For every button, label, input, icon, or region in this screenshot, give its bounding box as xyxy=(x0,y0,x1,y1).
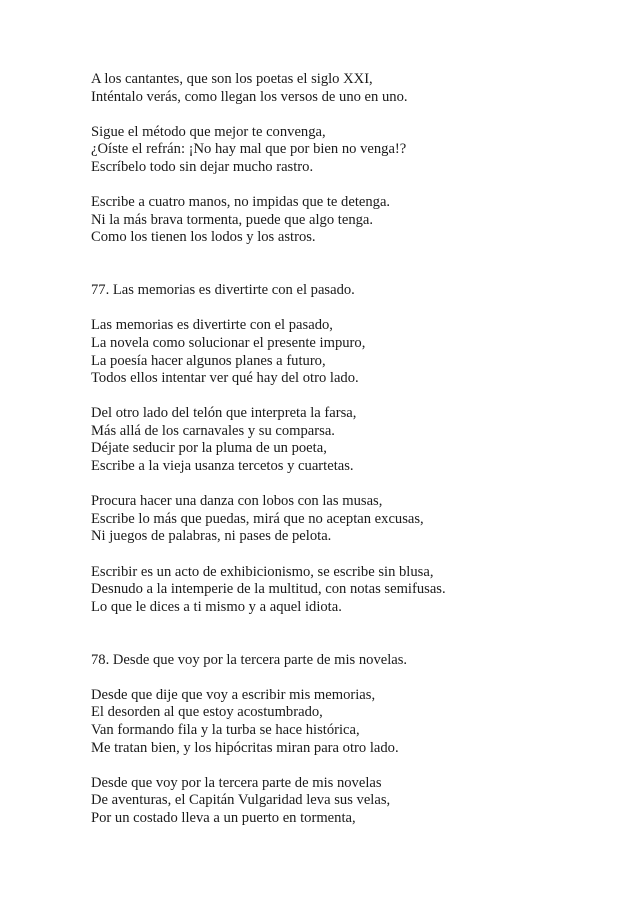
stanza xyxy=(91,493,611,546)
verse-line: Escribe a la vieja usanza tercetos y cuartetas. xyxy=(91,458,354,475)
verse-line: Desnudo a la intemperie de la multitud, con notas semifusas. xyxy=(91,581,446,598)
poem-heading: 78. Desde que voy por la tercera parte de mis novelas. xyxy=(91,651,408,668)
poem-text xyxy=(91,71,611,845)
verse-line: Me tratan bien, y los hipócritas miran para otro lado. xyxy=(91,739,399,756)
verse-line: ¿Oíste el refrán: ¡No hay mal que por bien no venga!? xyxy=(91,141,407,158)
poem-heading: 77. Las memorias es divertirte con el pasado. xyxy=(91,282,355,299)
verse-line: La novela como solucionar el presente impuro, xyxy=(91,334,366,351)
verse-line: Por un costado lleva a un puerto en tormenta, xyxy=(91,809,356,826)
verse-line: Desde que dije que voy a escribir mis memorias, xyxy=(91,686,376,703)
verse-line: Escribe lo más que puedas, mirá que no aceptan excusas, xyxy=(91,510,424,527)
verse-line: A los cantantes, que son los poetas el siglo XXI, xyxy=(91,71,373,87)
poem-section xyxy=(91,282,611,616)
verse-line: Del otro lado del telón que interpreta la farsa, xyxy=(91,405,357,422)
stanza xyxy=(91,124,611,177)
stanza xyxy=(91,564,611,617)
stanza xyxy=(91,775,611,828)
verse-line: Como los tienen los lodos y los astros. xyxy=(91,229,316,246)
verse-line: Procura hacer una danza con lobos con las musas, xyxy=(91,493,383,510)
verse-line: Las memorias es divertirte con el pasado, xyxy=(91,317,333,334)
verse-line: Todos ellos intentar ver qué hay del otro lado. xyxy=(91,370,359,387)
stanza xyxy=(91,71,611,106)
verse-line: Van formando fila y la turba se hace histórica, xyxy=(91,721,360,738)
poem-section xyxy=(91,652,611,828)
verse-line: Más allá de los carnavales y su comparsa. xyxy=(91,422,335,439)
verse-line: Inténtalo verás, como llegan los versos de uno en uno. xyxy=(91,88,408,105)
stanza xyxy=(91,405,611,475)
verse-line: Ni juegos de palabras, ni pases de pelota. xyxy=(91,528,332,545)
stanza xyxy=(91,317,611,387)
verse-line: Déjate seducir por la pluma de un poeta, xyxy=(91,440,327,457)
verse-line: Ni la más brava tormenta, puede que algo tenga. xyxy=(91,211,374,228)
verse-line: Desde que voy por la tercera parte de mis novelas xyxy=(91,774,382,791)
verse-line: Escribe a cuatro manos, no impidas que te detenga. xyxy=(91,194,391,211)
verse-line: La poesía hacer algunos planes a futuro, xyxy=(91,352,326,369)
stanza xyxy=(91,194,611,247)
verse-line: De aventuras, el Capitán Vulgaridad leva sus velas, xyxy=(91,792,391,809)
poem-section xyxy=(91,71,611,247)
verse-line: Lo que le dices a ti mismo y a aquel idiota. xyxy=(91,598,342,615)
verse-line: Escribir es un acto de exhibicionismo, se escribe sin blusa, xyxy=(91,563,434,580)
verse-line: Escríbelo todo sin dejar mucho rastro. xyxy=(91,158,314,175)
stanza xyxy=(91,687,611,757)
verse-line: Sigue el método que mejor te convenga, xyxy=(91,123,326,140)
verse-line: El desorden al que estoy acostumbrado, xyxy=(91,704,323,721)
